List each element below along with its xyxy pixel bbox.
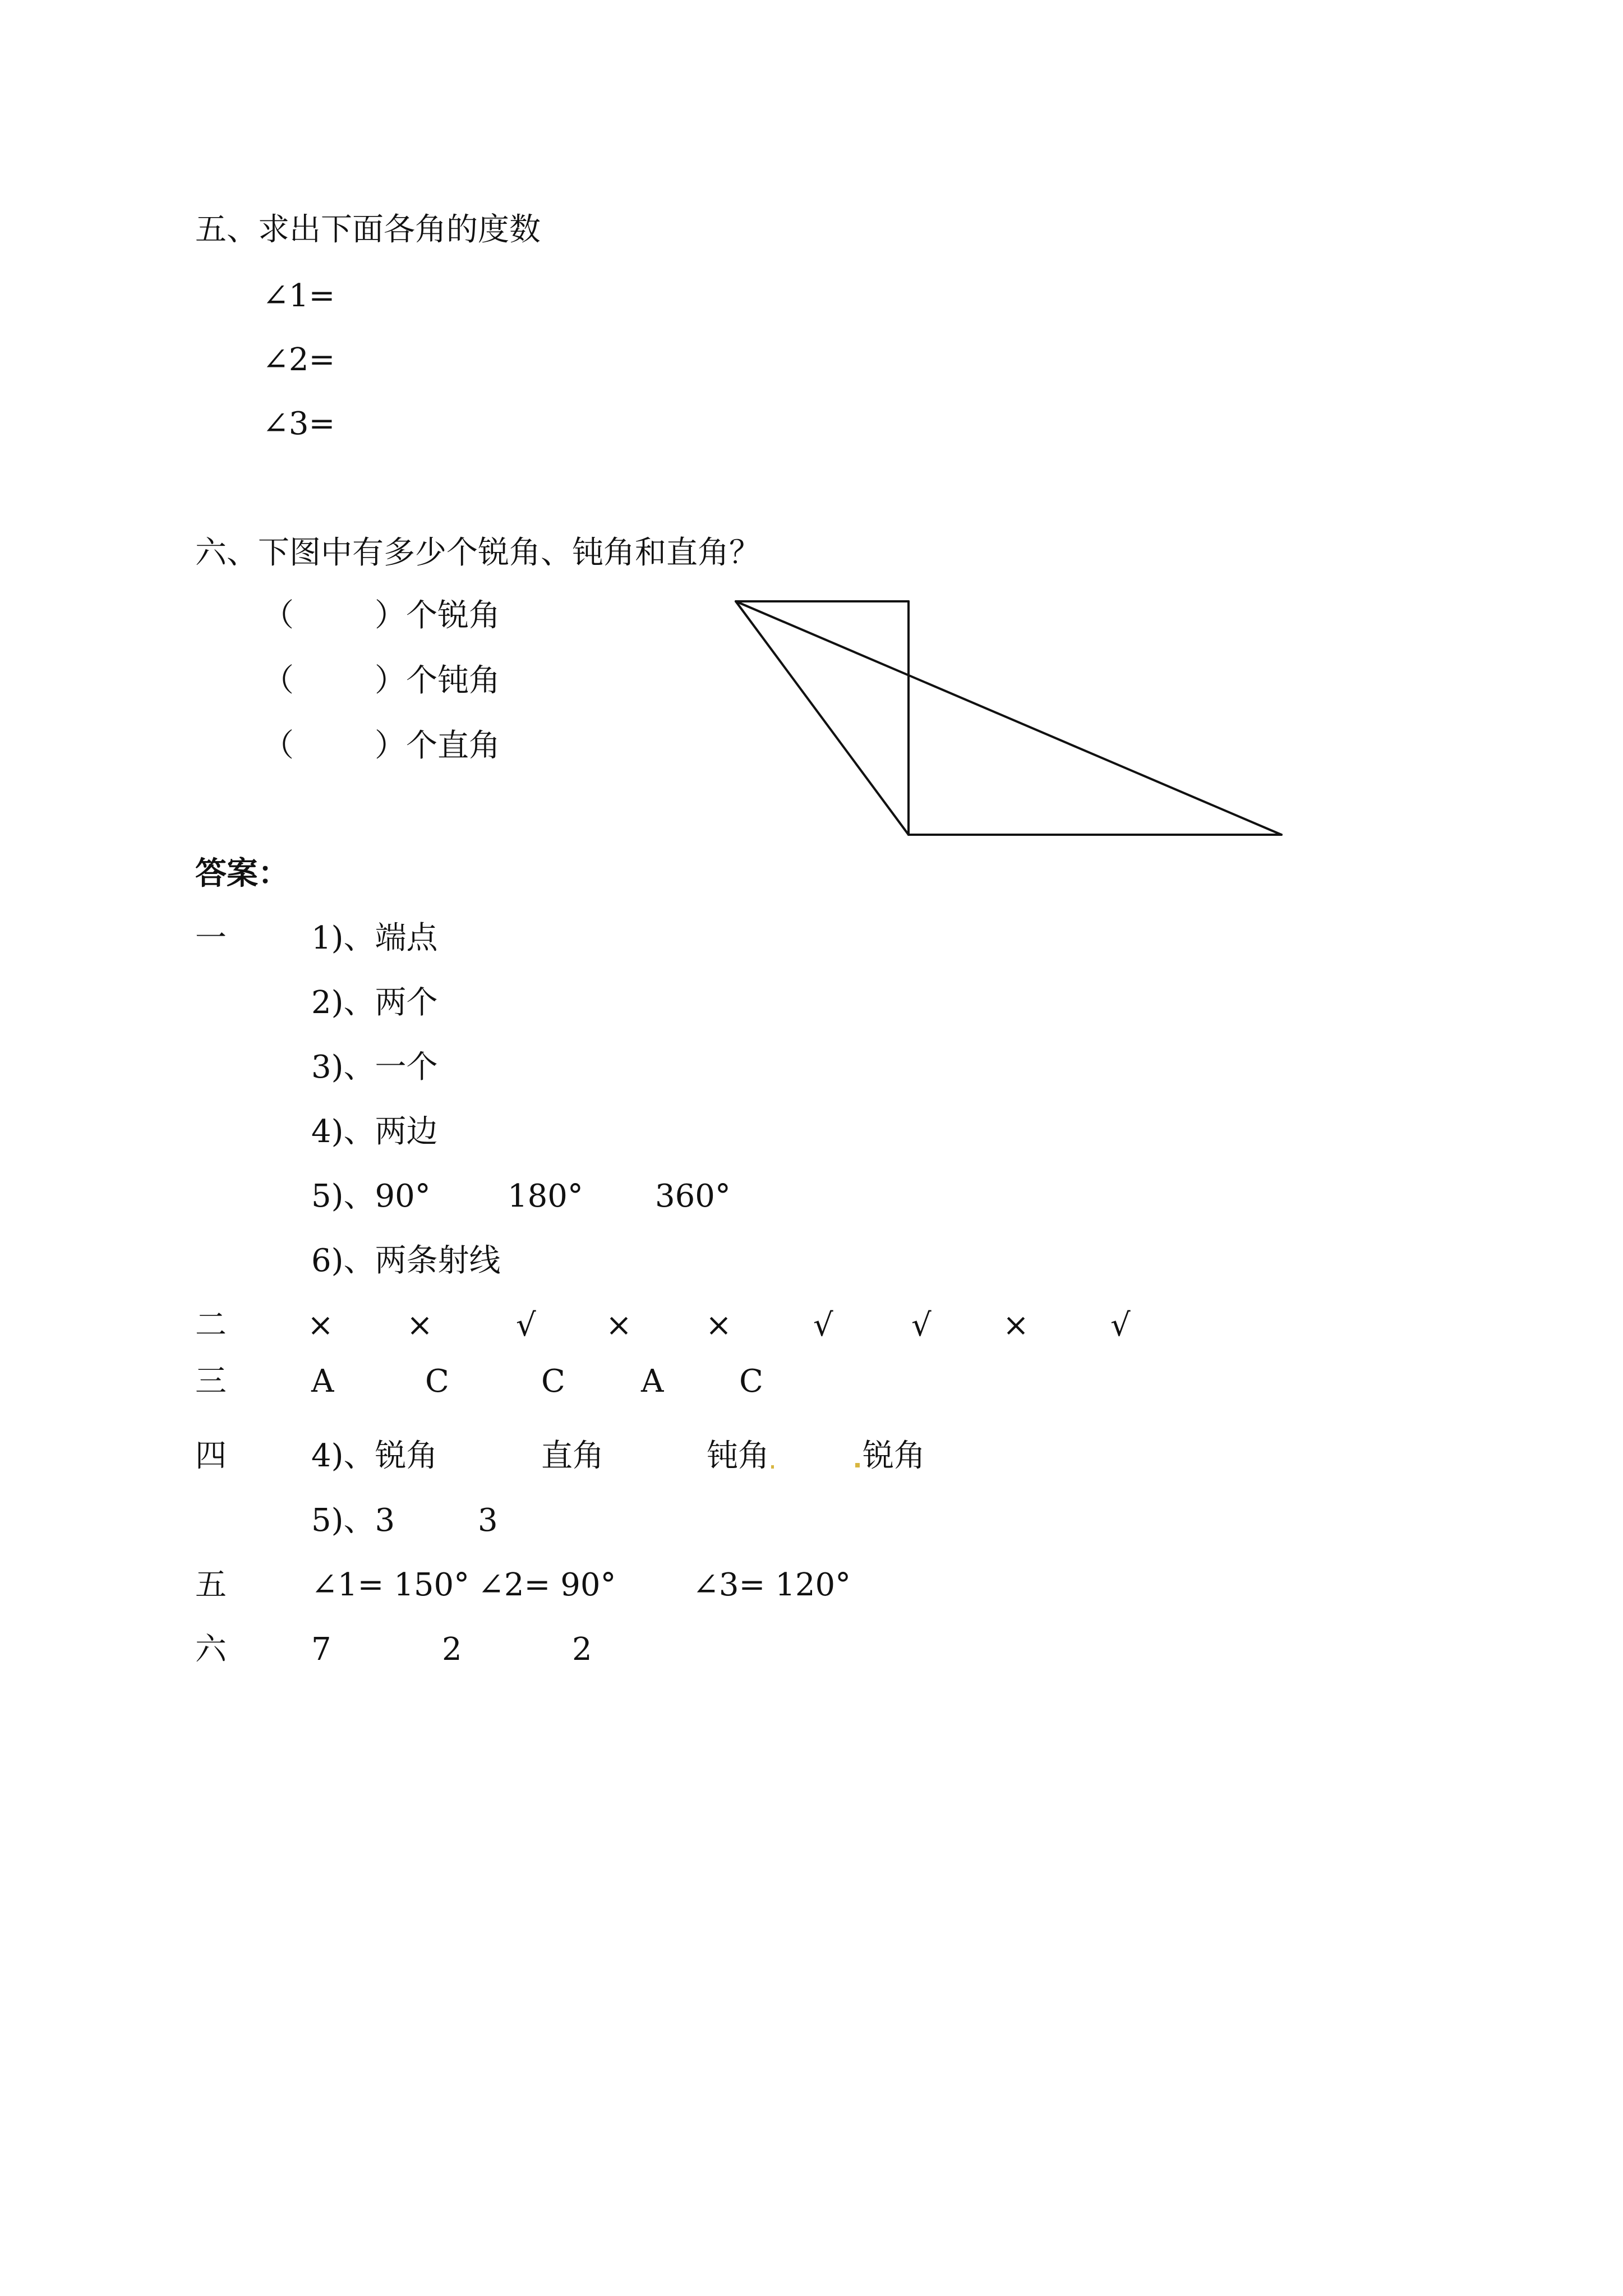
answer-two-mark5: × bbox=[706, 1307, 732, 1343]
answer-four-item5-second: 3 bbox=[478, 1502, 498, 1539]
answer-six-right: 2 bbox=[572, 1631, 592, 1668]
answer-one-item3: 3)、一个 bbox=[311, 1049, 438, 1085]
answer-two-mark7: √ bbox=[911, 1307, 932, 1343]
answer-one-item4: 4)、两边 bbox=[311, 1114, 438, 1150]
answer-two-mark1: × bbox=[307, 1307, 334, 1343]
answer-three-choice2: C bbox=[425, 1363, 449, 1400]
marker-dot-2 bbox=[855, 1463, 860, 1467]
answers-heading: 答案： bbox=[195, 855, 289, 892]
answer-two-mark9: √ bbox=[1110, 1307, 1131, 1343]
acute-count-label: ）个锐角 bbox=[375, 597, 500, 634]
answer-six-obtuse: 2 bbox=[442, 1631, 462, 1668]
answer-two-mark4: × bbox=[606, 1307, 632, 1343]
section5-title: 五、求出下面各角的度数 bbox=[195, 211, 541, 248]
figure-long-diagonal bbox=[736, 601, 1281, 835]
angle3-blank: ∠3= bbox=[262, 406, 335, 442]
angle2-blank: ∠2= bbox=[262, 342, 335, 378]
answer-two-mark8: × bbox=[1003, 1307, 1029, 1343]
marker-dot-1 bbox=[771, 1465, 774, 1469]
answer-one-item5-360: 360° bbox=[655, 1178, 731, 1214]
answer-three-label: 三 bbox=[195, 1363, 227, 1400]
answer-five-label: 五 bbox=[195, 1567, 227, 1603]
answer-four-label: 四 bbox=[195, 1438, 227, 1474]
answer-one-label: 一 bbox=[195, 920, 227, 956]
answer-three-choice5: C bbox=[739, 1363, 763, 1400]
figure-steep-diagonal bbox=[736, 601, 909, 835]
answer-one-item1: 1)、端点 bbox=[311, 920, 438, 956]
section6-title: 六、下图中有多少个锐角、钝角和直角？ bbox=[195, 535, 760, 571]
answer-two-label: 二 bbox=[195, 1307, 227, 1343]
angle1-blank: ∠1= bbox=[262, 278, 335, 314]
answer-two-mark3: √ bbox=[516, 1307, 536, 1343]
acute-count-paren-open: （ bbox=[262, 597, 294, 634]
answer-five-angle1: ∠1= 150° bbox=[311, 1567, 470, 1603]
answer-one-item2: 2)、两个 bbox=[311, 984, 438, 1021]
right-count-paren-open: （ bbox=[262, 728, 294, 764]
answer-four-item4-acute: 4)、锐角 bbox=[311, 1438, 438, 1474]
obtuse-count-paren-open: （ bbox=[262, 662, 294, 699]
answer-two-mark2: × bbox=[407, 1307, 433, 1343]
answer-four-item4-right: 直角 bbox=[541, 1438, 604, 1474]
answer-four-item5-first: 5)、3 bbox=[311, 1502, 395, 1539]
answer-five-angle3: ∠3= 120° bbox=[693, 1567, 851, 1603]
answer-one-item5-180: 180° bbox=[508, 1178, 583, 1214]
right-count-label: ）个直角 bbox=[375, 728, 500, 764]
answer-six-label: 六 bbox=[195, 1631, 227, 1668]
answer-four-item4-obtuse: 钝角 bbox=[707, 1438, 769, 1474]
answer-two-mark6: √ bbox=[813, 1307, 833, 1343]
answer-six-acute: 7 bbox=[311, 1631, 331, 1668]
answer-three-choice4: A bbox=[641, 1363, 664, 1400]
answer-five-angle2: ∠2= 90° bbox=[478, 1567, 616, 1603]
answer-three-choice3: C bbox=[541, 1363, 565, 1400]
answer-one-item5: 5)、90° bbox=[311, 1178, 431, 1214]
answer-four-item4-acute2: 锐角 bbox=[863, 1438, 925, 1474]
angle-figure bbox=[729, 595, 1290, 853]
answer-three-choice1: A bbox=[311, 1363, 334, 1400]
answer-one-item6: 6)、两条射线 bbox=[311, 1243, 501, 1279]
obtuse-count-label: ）个钝角 bbox=[375, 662, 500, 699]
